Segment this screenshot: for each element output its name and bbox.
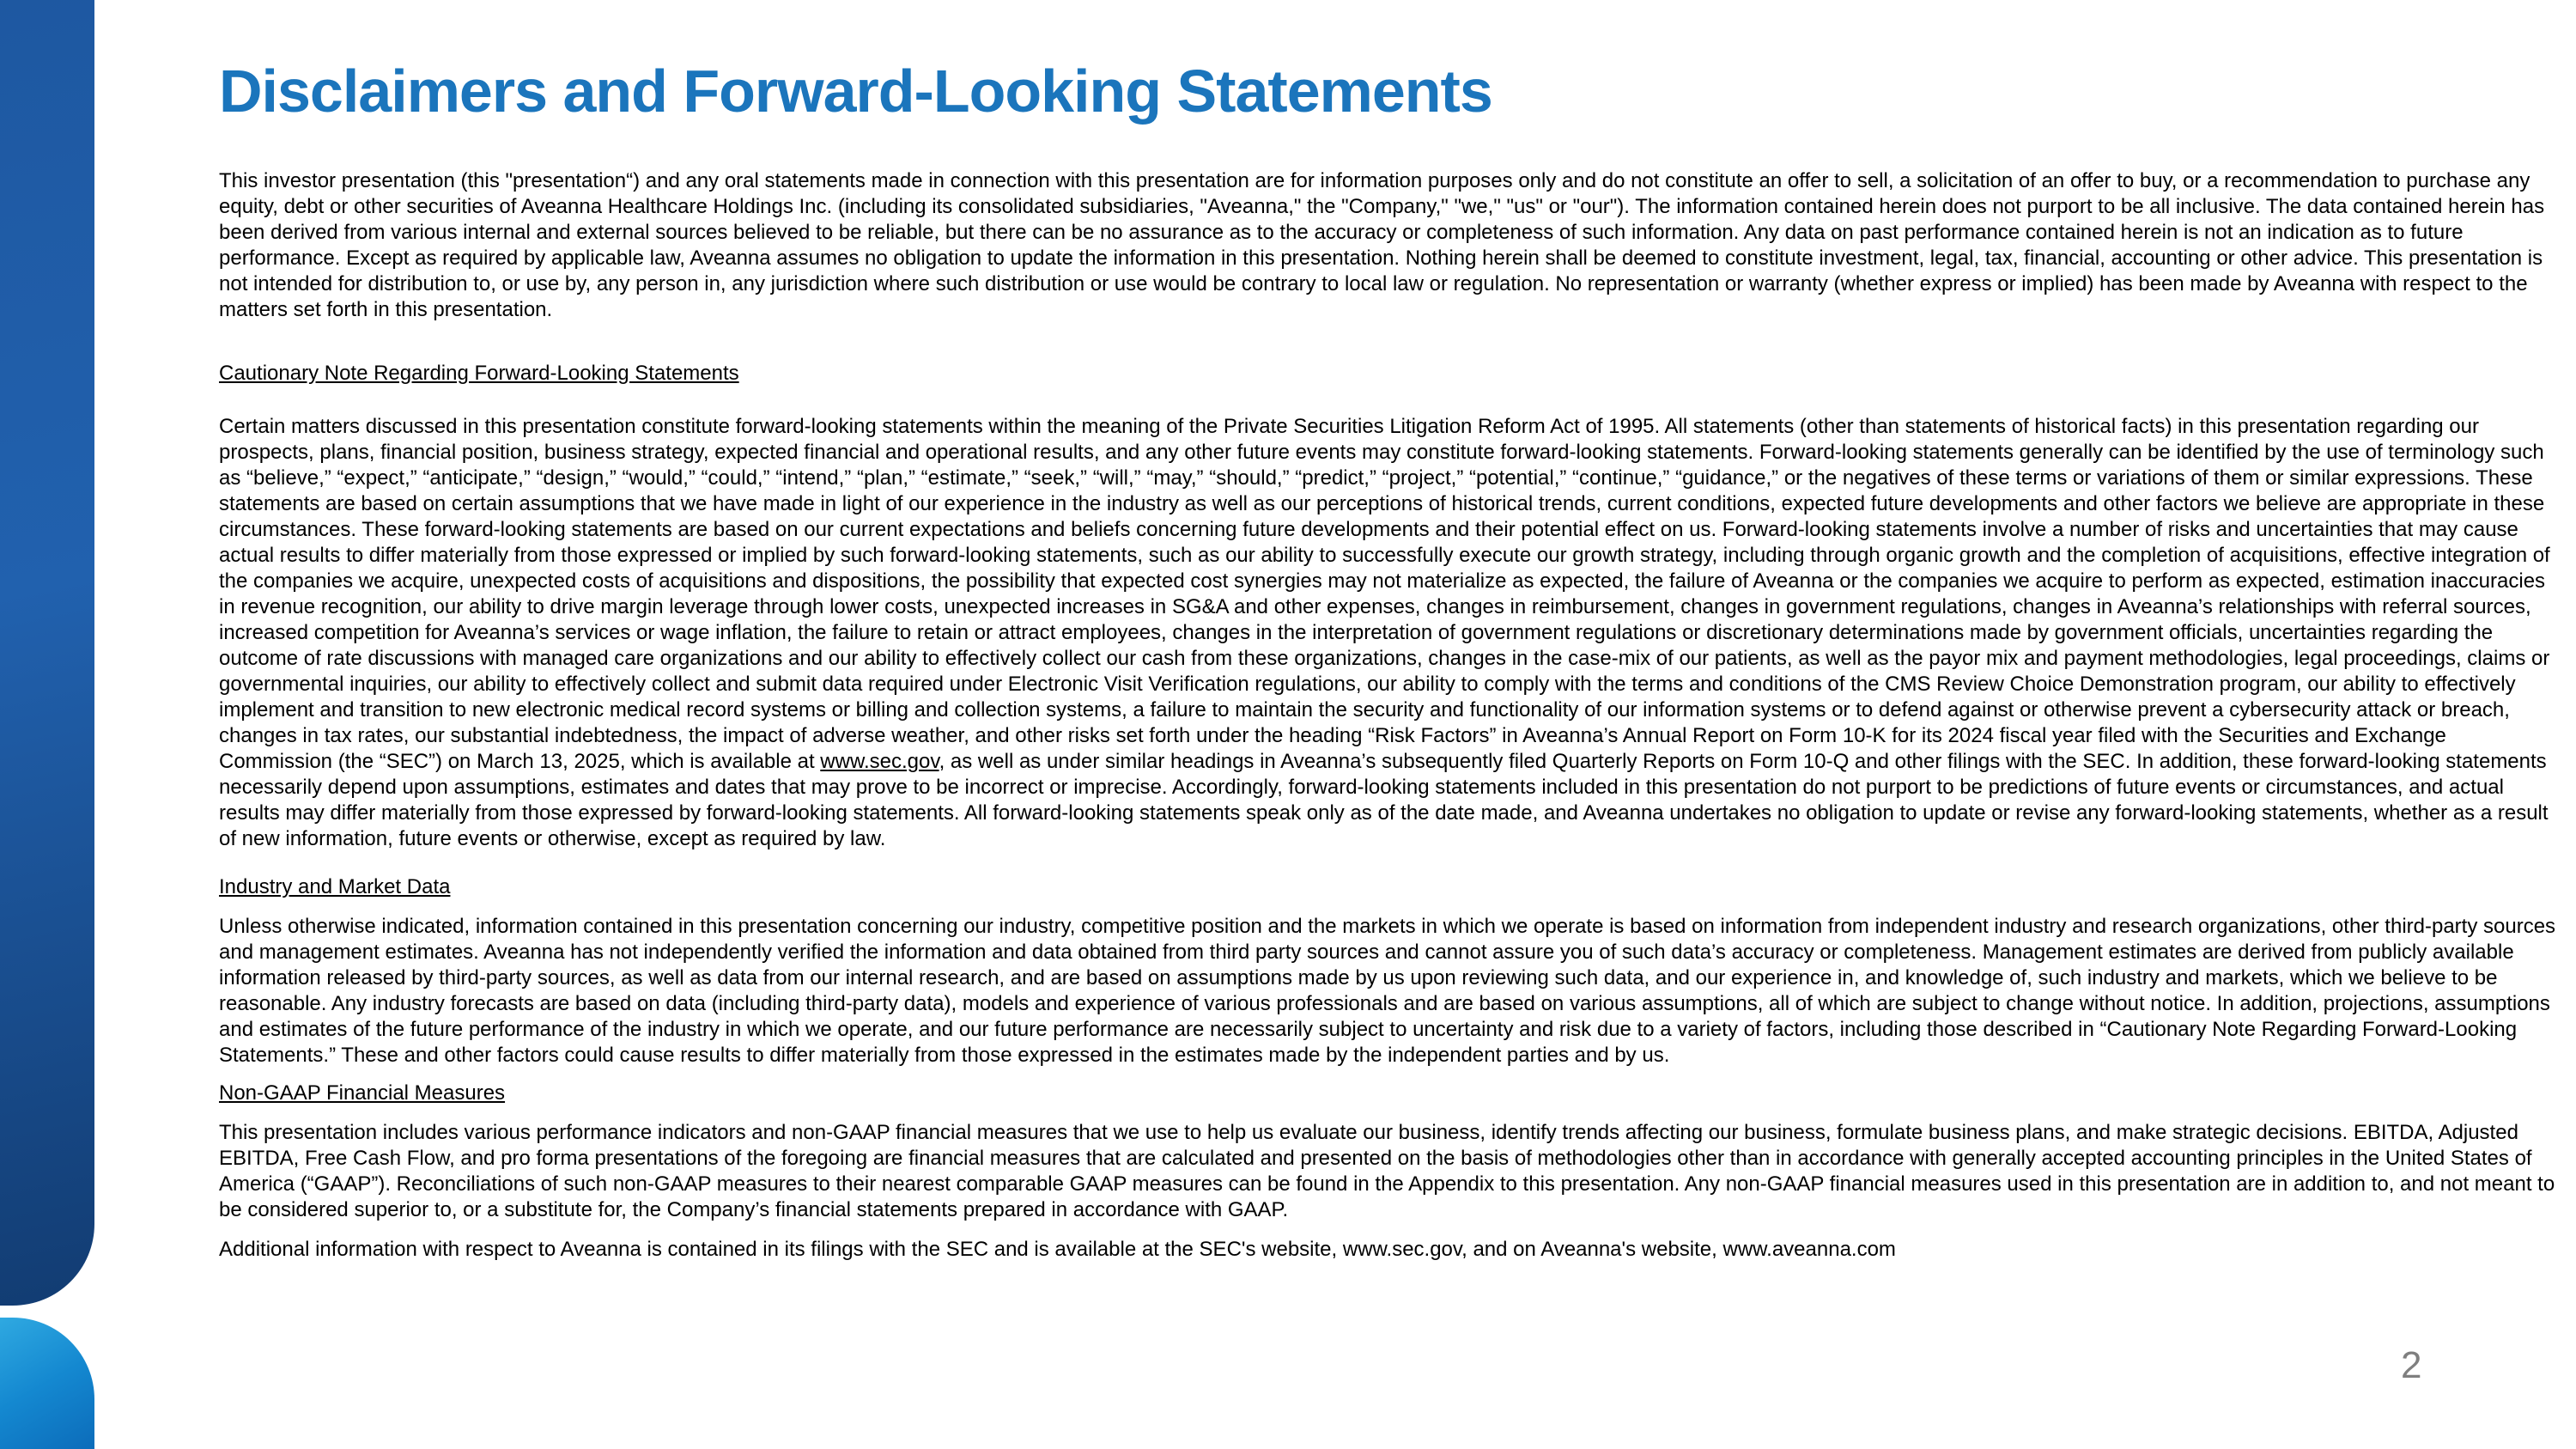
page-number: 2: [2401, 1344, 2422, 1386]
forward-looking-text-before-link: Certain matters discussed in this presentation constitute forward-looking statements within the meaning of the Private Securities Litigation Reform Act of 1995. All statements (other than statements of historical facts) in this presentation regarding our prospects, plans, financial position, business strategy, expected financial and operational results, and any other future events may constitute forward-looking statements. Forward-looking statements generally can be identified by the use of terminology such as “believe,” “expect,” “anticipate,” “design,” “would,” “could,” “intend,” “plan,” “estimate,” “seek,” “will,” “may,” “should,” “predict,” “project,” “potential,” “continue,” “guidance,” or the negatives of these terms or variations of them or similar expressions. These statements are based on certain assumptions that we have made in light of our experience in the industry as well as our perceptions of historical trends, current conditions, expected future developments and other factors we believe are appropriate in these circumstances. These forward-looking statements are based on our current expectations and beliefs concerning future developments and their potential effect on us. Forward-looking statements involve a number of risks and uncertainties that may cause actual results to differ materially from those expressed or implied by such forward-looking statements, such as our ability to successfully execute our growth strategy, including through organic growth and the completion of acquisitions, effective integration of the companies we acquire, unexpected costs of acquisitions and dispositions, the possibility that expected cost synergies may not materialize as expected, the failure of Aveanna or the companies we acquire to perform as expected, estimation inaccuracies in revenue recognition, our ability to drive margin leverage through lower costs, unexpected increases in SG&A and other expenses, changes in reimbursement, changes in government regulations, changes in Aveanna’s relationships with referral sources, increased competition for Aveanna’s services or wage inflation, the failure to retain or attract employees, changes in the interpretation of government regulations or discretionary determinations made by government officials, uncertainties regarding the outcome of rate discussions with managed care organizations and our ability to effectively collect our cash from these organizations, changes in the case-mix of our patients, as well as the payor mix and payment methodologies, legal proceedings, claims or governmental inquiries, our ability to effectively collect and submit data required under Electronic Visit Verification regulations, our ability to comply with the terms and conditions of the CMS Review Choice Demonstration program, our ability to effectively implement and transition to new electronic medical record systems or billing and collection systems, a failure to maintain the security and functionality of our information systems or to defend against or otherwise prevent a cybersecurity attack or breach, changes in tax rates, our substantial indebtedness, the impact of adverse weather, and other risks set forth under the heading “Risk Factors” in Aveanna’s Annual Report on Form 10-K for its 2024 fiscal year filed with the Securities and Exchange Commission (the “SEC”) on March 13, 2025, which is available at: [219, 415, 2550, 773]
heading-non-gaap-financial-measures: Non-GAAP Financial Measures: [219, 1081, 506, 1105]
heading-industry-and-market-data: Industry and Market Data: [219, 875, 451, 898]
forward-looking-text-after-link: , as well as under similar headings in Aveanna’s subsequently filed Quarterly Reports on Form 10-Q and other filings with the SEC. In addition, these forward-looking statements necessarily depend upon assumptions, estimates and dates that may prove to be incorrect or imprecise. Accordingly, forward-looking statements included in this presentation do not purport to be predictions of future events or circumstances, and actual results may differ materially from those expressed by forward-looking statements. All forward-looking statements speak only as of the date made, and Aveanna undertakes no obligation to update or revise any forward-looking statements, whether as a result of new information, future events or otherwise, except as required by law.: [219, 750, 2549, 850]
heading-forward-looking-statements: Cautionary Note Regarding Forward-Looking Statements: [219, 362, 739, 385]
industry-paragraph: Unless otherwise indicated, information contained in this presentation concerning our industry, competitive position and the markets in which we operate is based on information from independent industry and research organizations, other third-party sources and management estimates. Aveanna has not independently verified the information and data obtained from third party sources and cannot assure you of such data’s accuracy or completeness. Management estimates are derived from publicly available information released by third-party sources, as well as data from our internal research, and are based on assumptions made by us upon reviewing such data, and our experience in, and knowledge of, such industry and markets, which we believe to be reasonable. Any industry forecasts are based on data (including third-party data), models and experience of various professionals and are based on various assumptions, all of which are subject to change without notice. In addition, projections, assumptions and estimates of the future performance of the industry in which we operate, and our future performance are necessarily subject to uncertainty and risk due to a variety of factors, including those described in “Cautionary Note Regarding Forward-Looking Statements.” These and other factors could cause results to differ materially from those expressed in the estimates made by the independent parties and by us.: [219, 915, 2556, 1067]
left-accent-bar-light: [0, 1318, 94, 1449]
additional-info-paragraph: Additional information with respect to Aveanna is contained in its filings with the SEC and is available at the SEC's website, www.sec.gov, and on Aveanna's website, www.aveanna.com: [219, 1238, 1896, 1261]
intro-paragraph: This investor presentation (this "presentation“) and any oral statements made in connection with this presentation are for information purposes only and do not constitute an offer to sell, a solicitation of an offer to buy, or a recommendation to purchase any equity, debt or other securities of Aveanna Healthcare Holdings Inc. (including its consolidated subsidiaries, "Aveanna," the "Company," "we," "us" or "our"). The information contained herein does not purport to be all inclusive. The data contained herein has been derived from various internal and external sources believed to be reliable, but there can be no assurance as to the accuracy or completeness of such information. Any data on past performance contained herein is not an indication as to future performance. Except as required by applicable law, Aveanna assumes no obligation to update the information in this presentation. Nothing herein shall be deemed to constitute investment, legal, tax, financial, accounting or other advice. This presentation is not intended for distribution to, or use by, any person in, any jurisdiction where such distribution or use would be contrary to local law or regulation. No representation or warranty (whether express or implied) has been made by Aveanna with respect to the matters set forth in this presentation.: [219, 169, 2545, 321]
non-gaap-paragraph: This presentation includes various performance indicators and non-GAAP financial measures that we use to help us evaluate our business, identify trends affecting our business, formulate business plans, and make strategic decisions. EBITDA, Adjusted EBITDA, Free Cash Flow, and pro forma presentations of the foregoing are financial measures that are calculated and presented on the basis of methodologies other than in accordance with generally accepted accounting principles in the United States of America (“GAAP”). Reconciliations of such non-GAAP measures to their nearest comparable GAAP measures can be found in the Appendix to this presentation. Any non-GAAP financial measures used in this presentation are in addition to, and not meant to be considered superior to, or a substitute for, the Company’s financial statements prepared in accordance with GAAP.: [219, 1121, 2555, 1221]
forward-looking-paragraph: [219, 414, 2559, 852]
left-accent-bar-dark: [0, 0, 94, 1306]
sec-gov-link[interactable]: www.sec.gov: [820, 750, 939, 773]
slide-content: [219, 57, 2559, 1263]
page-title: Disclaimers and Forward-Looking Statements: [219, 58, 1492, 125]
